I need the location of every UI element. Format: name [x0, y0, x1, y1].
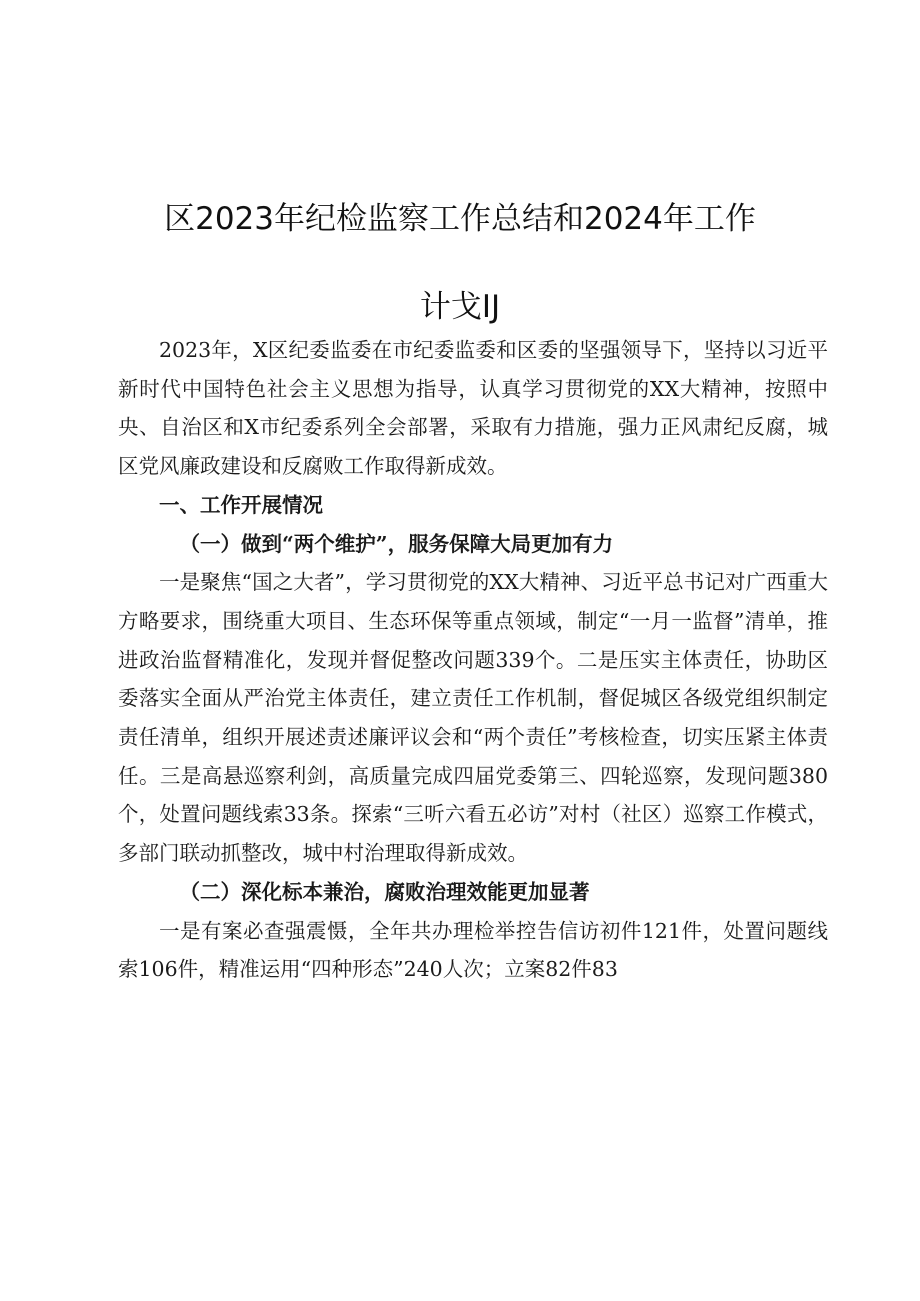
- subsection-1-paragraph: 一是聚焦“国之大者”，学习贯彻党的XX大精神、习近平总书记对广西重大方略要求，围绕重大项目、生态环保等重点领域，制定“一月一监督”清单，推进政治监督精准化，发现并督促整改问题339个。二是压实主体责任，协助区委落实全面从严治党主体责任，建立责任工作机制，督促城区各级党组织制定责任清单，组织开展述责述廉评议会和“两个责任”考核检查，切实压紧主体责任。三是高悬巡察利剑，高质量完成四届党委第三、四轮巡察，发现问题380个，处置问题线索33条。探索“三听六看五必访”对村（社区）巡察工作模式，多部门联动抓整改，城中村治理取得新成效。: [118, 570, 828, 866]
- document-body: [118, 331, 828, 989]
- subsection-heading-2: （二）深化标本兼治，腐败治理效能更加显著: [179, 879, 590, 904]
- section-heading-1: 一、工作开展情况: [159, 492, 323, 517]
- subsection-heading-1: （一）做到“两个维护”，服务保障大局更加有力: [179, 531, 614, 556]
- document-title-line-2: 计戈IJ: [419, 289, 501, 325]
- subsection-2-paragraph: 一是有案必查强震慑，全年共办理检举控告信访初件121件，处置问题线索106件，精准运用“四种形态”240人次；立案82件83: [118, 918, 828, 982]
- intro-paragraph: 2023年，X区纪委监委在市纪委监委和区委的坚强领导下，坚持以习近平新时代中国特色社会主义思想为指导，认真学习贯彻党的XX大精神，按照中央、自治区和X市纪委系列全会部署，采取有力措施，强力正风肃纪反腐，城区党风廉政建设和反腐败工作取得新成效。: [118, 338, 828, 479]
- document-title-line-1: 区2023年纪检监察工作总结和2024年工作: [164, 201, 756, 237]
